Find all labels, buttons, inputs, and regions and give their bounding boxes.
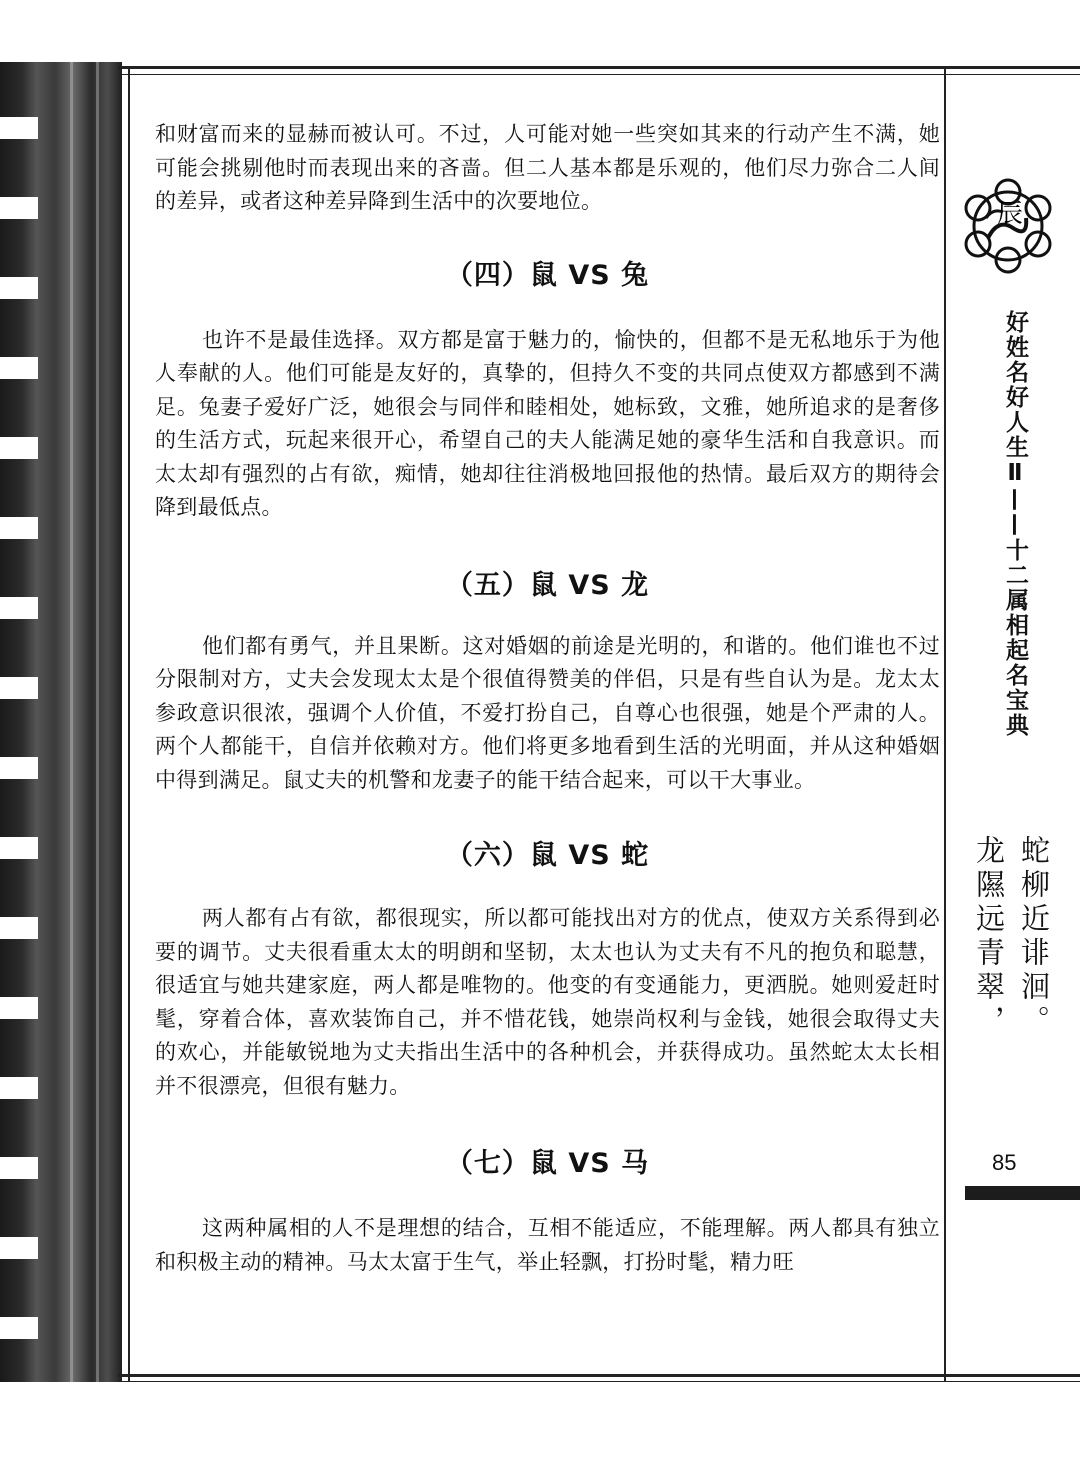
strip-notch — [0, 1157, 38, 1179]
strip-notch — [0, 1237, 38, 1259]
bottom-rule-thin — [118, 1381, 1080, 1382]
dragon-emblem-icon — [958, 178, 1058, 274]
strip-notch — [0, 997, 38, 1019]
strip-notch — [0, 677, 38, 699]
section-heading: （六）鼠 VS 蛇 — [445, 840, 650, 871]
bottom-rule — [118, 1374, 1080, 1377]
strip-notch — [0, 197, 38, 219]
strip-notch — [0, 1317, 38, 1339]
section-paragraph: 这两种属相的人不是理想的结合，互相不能适应，不能理解。两人都具有独立和积极主动的精神。马太太富于生气，举止轻飘，打扮时髦，精力旺 — [155, 1216, 940, 1274]
strip-notch — [0, 597, 38, 619]
section-paragraph: 两人都有占有欲，都很现实，所以都可能找出对方的优点，使双方关系得到必要的调节。丈夫很看重太太的明朗和坚韧，太太也认为丈夫有不凡的抱负和聪慧，很适宜与她共建家庭，两人都是唯物的。他变的有变通能力，更洒脱。她则爱赶时髦，穿着合体，喜欢装饰自己，并不惜花钱，她崇尚权利与金钱，她很会取得丈夫的欢心，并能敏锐地为丈夫指出生活中的各种机会，并获得成功。虽然蛇太太长相并不很漂亮，但很有魅力。 — [155, 906, 940, 1098]
poem-line-right: 蛇柳近诽洄。 — [1017, 835, 1051, 1039]
poem-line-left: 龙隰远青翠， — [972, 835, 1006, 1039]
section-heading: （五）鼠 VS 龙 — [445, 569, 650, 601]
scan-film-strip — [0, 62, 122, 1382]
strip-streak — [70, 62, 73, 1382]
strip-notch — [0, 837, 38, 859]
strip-streak — [96, 62, 99, 1382]
strip-notch — [0, 757, 38, 779]
intro-paragraph: 和财富而来的显赫而被认可。不过，人可能对她一些突如其来的行动产生不满，她可能会挑剔他时而表现出来的吝啬。但二人基本都是乐观的，他们尽力弥合二人间的差异，或者这种差异降到生活中的次要地位。 — [155, 122, 940, 213]
strip-notch — [0, 437, 38, 459]
left-rule — [128, 66, 130, 1382]
right-rule — [944, 66, 946, 1382]
strip-notch — [0, 1077, 38, 1099]
strip-notch — [0, 917, 38, 939]
page-body — [155, 118, 940, 1279]
top-rule-thin — [118, 74, 1080, 75]
section-heading: （七）鼠 VS 马 — [445, 1148, 650, 1179]
book-title-vertical: 好姓名好人生Ⅱ——十二属相起名宝典 — [1002, 310, 1028, 738]
emblem-char: 辰 — [996, 199, 1024, 229]
strip-notch — [0, 277, 38, 299]
top-rule — [118, 66, 1080, 69]
section-paragraph: 他们都有勇气，并且果断。这对婚姻的前途是光明的，和谐的。他们谁也不过分限制对方，丈夫会发现太太是个很值得赞美的伴侣，只是有些自认为是。龙太太参政意识很浓，强调个人价值，不爱打扮自己，自尊心也很强，她是个严肃的人。两个人都能干，自信并依赖对方。他们将更多地看到生活的光明面，并从这种婚姻中得到满足。鼠丈夫的机警和龙妻子的能干结合起来，可以干大事业。 — [155, 633, 940, 792]
section-paragraph: 也许不是最佳选择。双方都是富于魅力的，愉快的，但都不是无私地乐于为他人奉献的人。他们可能是友好的，真挚的，但持久不变的共同点使双方都感到不满足。兔妻子爱好广泛，她很会与同伴和睦相处，她标致，文雅，她所追求的是奢侈的生活方式，玩起来很开心，希望自己的夫人能满足她的豪华生活和自我意识。而太太却有强烈的占有欲，痴情，她却往往消极地回报他的热情。最后双方的期待会降到最低点。 — [155, 327, 940, 519]
strip-notch — [0, 517, 38, 539]
page-number: 85 — [992, 1150, 1017, 1175]
section-heading: （四）鼠 VS 兔 — [445, 259, 650, 291]
strip-notch — [0, 357, 38, 379]
page-number-bar — [965, 1186, 1080, 1200]
strip-notch — [0, 117, 38, 139]
